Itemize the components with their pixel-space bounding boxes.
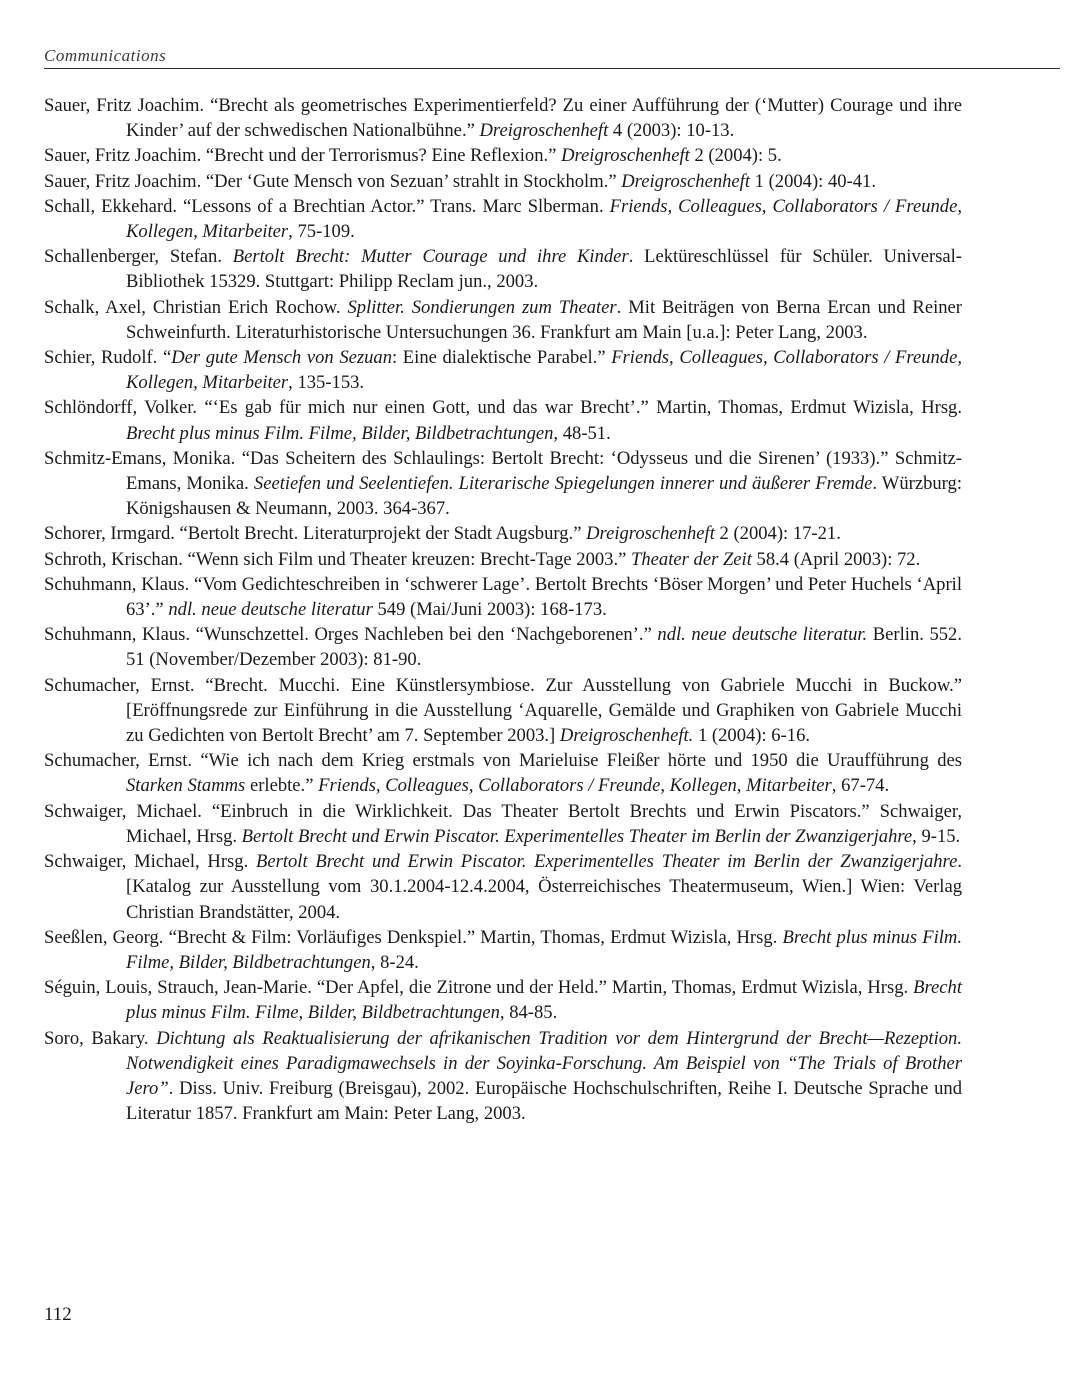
entry-text: , 48-51. <box>553 422 611 444</box>
entry-text: 2 (2004): 17-21. <box>714 523 841 545</box>
entry-text: Schier, Rudolf. “ <box>44 347 172 369</box>
entry-text: Schuhmann, Klaus. “Wunschzettel. Orges Nachleben bei den ‘Nachgeborenen’.” <box>44 624 658 646</box>
entry-title-italic: Dreigroschenheft <box>479 120 609 142</box>
entry-text: , 135-153. <box>288 372 365 394</box>
entry-title-italic: Brecht plus minus Film. Filme, Bilder, Bildbetrachtungen <box>126 926 962 973</box>
entry-text: Seeßlen, Georg. “Brecht & Film: Vorläufiges Denkspiel.” Martin, Thomas, Erdmut Wizisla, Hrsg. <box>44 926 783 948</box>
bibliography-entry <box>44 748 962 798</box>
entry-text: . Lektüreschlüssel für Schüler. Universal-Bibliothek 15329. Stuttgart: Philipp Reclam jun., 2003. <box>126 246 962 293</box>
entry-text: Sauer, Fritz Joachim. “Brecht als geometrisches Experimentierfeld? Zu einer Aufführung der (‘Mutter) Courage und ihre Kinder’ auf der schwedischen Nationalbühne.” <box>44 95 962 142</box>
bibliography-entry <box>44 143 962 168</box>
entry-text: erlebte.” <box>245 775 319 797</box>
entry-title-italic: Brecht plus minus Film. Filme, Bilder, Bildbetrachtungen <box>126 977 962 1024</box>
entry-text: Schmitz-Emans, Monika. “Das Scheitern des Schlaulings: Bertolt Brecht: ‘Odysseus und die Sirenen’ (1933).” Schmitz-Emans, Monika. <box>44 447 962 495</box>
entry-text: , 67-74. <box>831 775 890 797</box>
bibliography-entry <box>44 446 962 522</box>
bibliography-entry <box>44 925 962 975</box>
bibliography-entry <box>44 673 962 749</box>
bibliography-entry <box>44 1026 962 1127</box>
entry-text: Schroth, Krischan. “Wenn sich Film und Theater kreuzen: Brecht-Tage 2003.” <box>44 548 632 570</box>
entry-text: Schalk, Axel, Christian Erich Rochow. <box>44 296 348 318</box>
entry-text: Schuhmann, Klaus. “Vom Gedichteschreiben in ‘schwerer Lage’. Bertolt Brechts ‘Böser Morgen’ und Peter Huchels ‘April 63’.” <box>44 573 962 621</box>
entry-title-italic: Theater der Zeit <box>631 548 752 570</box>
entry-text: , 9-15. <box>912 825 961 847</box>
header-rule <box>44 68 1060 69</box>
bibliography-entry <box>44 169 962 194</box>
bibliography-entry <box>44 849 962 925</box>
entry-text: 58.4 (April 2003): 72. <box>751 548 921 570</box>
entry-text: : Eine dialektische Parabel.” <box>392 347 612 369</box>
entry-text: Schwaiger, Michael. “Einbruch in die Wirklichkeit. Das Theater Bertolt Brechts und Erwin Piscators.” Schwaiger, Michael, Hrsg. <box>44 800 962 847</box>
entry-title-italic: Dichtung als Reaktualisierung der afrikanischen Tradition vor dem Hintergrund der Brecht—Rezeption. Notwendigkeit eines Paradigmawechsels in der Soyinka-Forschung. Am Beispiel von “The Trials of Brother Jero” <box>126 1027 962 1099</box>
entry-text: . [Katalog zur Ausstellung vom 30.1.2004-12.4.2004, Österreichisches Theatermuseum, Wien.] Wien: Verlag Christian Brandstätter, 2004. <box>126 851 963 923</box>
running-head: Communications <box>44 46 167 65</box>
entry-title-italic: Bertolt Brecht: Mutter Courage und ihre Kinder <box>232 246 629 268</box>
entry-title-italic: Der gute Mensch von Sezuan <box>171 347 392 369</box>
bibliography-entry <box>44 547 962 572</box>
entry-text: Sauer, Fritz Joachim. “Brecht und der Terrorismus? Eine Reflexion.” <box>44 145 562 167</box>
entry-text: . Würzburg: Königshausen & Neumann, 2003. 364-367. <box>126 473 962 520</box>
bibliography-entry <box>44 194 962 244</box>
entry-text: . Diss. Univ. Freiburg (Breisgau), 2002. Europäische Hochschulschriften, Reihe I. Deutsche Sprache und Literatur 1857. Frankfurt am Main: Peter Lang, 2003. <box>126 1077 962 1125</box>
entry-text: 549 (Mai/Juni 2003): 168-173. <box>372 599 607 621</box>
bibliography-list <box>44 93 962 1126</box>
entry-text: Séguin, Louis, Strauch, Jean-Marie. “Der Apfel, die Zitrone und der Held.” Martin, Thomas, Erdmut Wizisla, Hrsg. <box>44 977 914 999</box>
bibliography-entry <box>44 572 962 622</box>
entry-text: , 8-24. <box>370 951 419 973</box>
entry-title-italic: Friends, Colleagues, Collaborators / Freunde, Kollegen, Mitarbeiter <box>126 195 962 243</box>
entry-text: Schumacher, Ernst. “Wie ich nach dem Krieg erstmals von Marieluise Fleißer hörte und 1950 die Uraufführung des <box>44 750 962 772</box>
page-number: 112 <box>44 1304 72 1325</box>
entry-title-italic: Bertolt Brecht und Erwin Piscator. Experimentelles Theater im Berlin der Zwanzigerjahre <box>255 851 958 873</box>
entry-text: Schumacher, Ernst. “Brecht. Mucchi. Eine Künstlersymbiose. Zur Ausstellung von Gabriele Mucchi in Buckow.” [Eröffnungsrede zur Einführung in die Ausstellung ‘Aquarelle, Gemälde und Graphiken von Gabriele Mucchi zu Gedichten von Bertolt Brecht’ am 7. September 2003.] <box>44 674 962 747</box>
entry-title-italic: Dreigroschenheft. <box>559 725 694 747</box>
entry-text: 2 (2004): 5. <box>689 145 782 167</box>
bibliography-entry <box>44 395 962 445</box>
bibliography-entry <box>44 975 962 1025</box>
entry-text: Schwaiger, Michael, Hrsg. <box>44 851 256 873</box>
entry-title-italic: Starken Stamms <box>126 775 246 797</box>
entry-text: , 84-85. <box>499 1002 558 1024</box>
entry-text: Soro, Bakary. <box>44 1027 157 1049</box>
entry-text: Berlin. 552. 51 (November/Dezember 2003): 81-90. <box>126 624 963 671</box>
entry-text: Schlöndorff, Volker. “‘Es gab für mich nur einen Gott, und das war Brecht’.” Martin, Thomas, Erdmut Wizisla, Hrsg. <box>44 397 962 419</box>
entry-title-italic: Friends, Colleagues, Collaborators / Freunde, Kollegen, Mitarbeiter <box>126 347 963 394</box>
entry-title-italic: Brecht plus minus Film. Filme, Bilder, Bildbetrachtungen <box>126 422 554 444</box>
bibliography-entry <box>44 799 962 849</box>
entry-text: . Mit Beiträgen von Berna Ercan und Reiner Schweinfurth. Literaturhistorische Untersuchungen 36. Frankfurt am Main [u.a.]: Peter Lang, 2003. <box>126 296 962 343</box>
bibliography-entry <box>44 244 962 294</box>
bibliography-entry <box>44 295 962 345</box>
entry-title-italic: ndl. neue deutsche literatur <box>168 599 373 621</box>
entry-title-italic: Dreigroschenheft <box>586 523 715 545</box>
entry-title-italic: Seetiefen und Seelentiefen. Literarische Spiegelungen innerer und äußerer Fremde <box>253 473 873 495</box>
bibliography-entry <box>44 93 962 143</box>
entry-title-italic: Splitter. Sondierungen zum Theater <box>347 296 617 318</box>
entry-text: Sauer, Fritz Joachim. “Der ‘Gute Mensch von Sezuan’ strahlt in Stockholm.” <box>44 170 622 192</box>
bibliography-entry <box>44 622 962 672</box>
bibliography-entry <box>44 345 962 395</box>
entry-text: 1 (2004): 40-41. <box>750 170 877 192</box>
entry-text: , 75-109. <box>288 221 355 243</box>
entry-title-italic: Dreigroschenheft <box>561 145 690 167</box>
entry-text: Schorer, Irmgard. “Bertolt Brecht. Literaturprojekt der Stadt Augsburg.” <box>44 523 587 545</box>
entry-title-italic: Friends, Colleagues, Collaborators / Freunde, Kollegen, Mitarbeiter <box>318 775 832 797</box>
entry-title-italic: ndl. neue deutsche literatur. <box>657 624 868 646</box>
entry-text: 1 (2004): 6-16. <box>693 725 811 747</box>
entry-title-italic: Bertolt Brecht und Erwin Piscator. Experimentelles Theater im Berlin der Zwanzigerjahre <box>241 825 913 847</box>
entry-title-italic: Dreigroschenheft <box>621 170 750 192</box>
entry-text: Schall, Ekkehard. “Lessons of a Brechtian Actor.” Trans. Marc Slberman. <box>44 195 610 217</box>
entry-text: 4 (2003): 10-13. <box>608 120 735 142</box>
entry-text: Schallenberger, Stefan. <box>44 246 233 268</box>
bibliography-entry <box>44 521 962 546</box>
